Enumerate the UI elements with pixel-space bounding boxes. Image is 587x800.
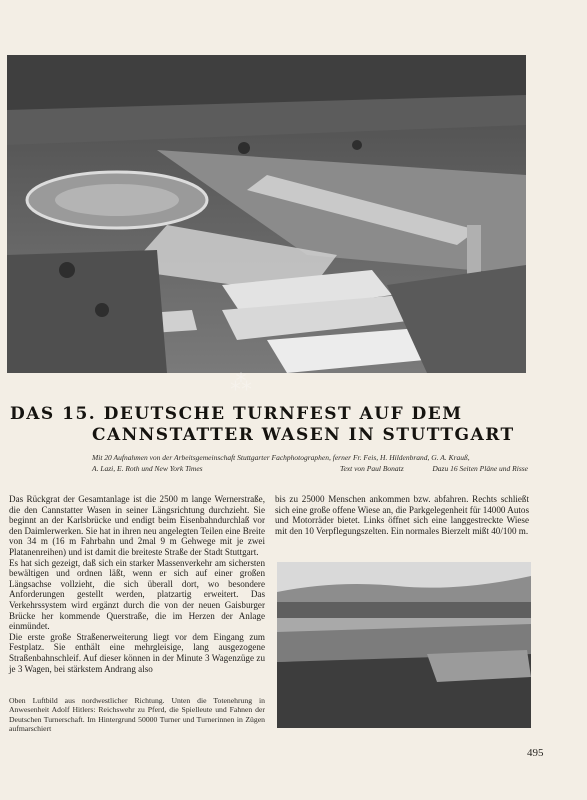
paragraph: Die erste große Straßenerweiterung liegt vor dem Eingang zum Festplatz. Sie enthält eine mehrgleisige, lang ausgezogene Straßenbahnschleif. Auf dieser können in der Minute 3 Wagenzüge zu je 3 Wagen, bei stärkstem Andrang also <box>9 631 265 674</box>
body-column-right <box>275 494 529 536</box>
article-title-line-1: DAS 15. DEUTSCHE TURNFEST AUF DEM <box>10 404 463 424</box>
paragraph: Das Rückgrat der Gesamtanlage ist die 2500 m lange Wernerstraße, die den Cannstatter Wasen in seiner Längsrichtung durchzieht. Sie beginnt an der Karlsbrücke und endigt beim Eisenbahndurchlaß vor den Daimlerwerken. Sie hat in ihren neu angelegten Teilen eine Breite von 34 m (16 m Fahrbahn und 2mal 9 m Gehwege mit je zwei Platanenreihen) und ist damit die breiteste Straße der Stadt Stuttgart. <box>9 494 265 557</box>
ceremony-photo <box>277 562 531 728</box>
photo-caption: Oben Luftbild aus nordwestlicher Richtung. Unten die Totenehrung in Anwesenheit Adolf Hitlers: Reichswehr zu Pferd, die Spielleute und Fahnen der Deutschen Turnerschaft. Im Hintergrund 50000 Turner und Turnerinnen in Zügen aufmarschiert <box>9 696 265 734</box>
paragraph: Es hat sich gezeigt, daß sich ein starker Massenverkehr am sichersten bewältigen und ordnen läßt, wenn er sich auf einer großen Längsachse vollzieht, die sich überall dort, wo besondere Anforderungen gestellt werden, platzartig erweitert. Das Verkehrssystem wird ergänzt durch die von der neuen Gaisburger Brücke her kommende Querstraße, die im Herzen der Anlage einmündet. <box>9 557 265 632</box>
credits-author: Text von Paul Bonatz <box>340 464 404 473</box>
credits-supplement: Dazu 16 Seiten Pläne und Risse <box>432 464 528 473</box>
credits-photographers: A. Lazi, E. Roth und New York Times <box>92 464 203 473</box>
paragraph: bis zu 25000 Menschen ankommen bzw. abfahren. Rechts schließt sich eine große offene Wiese an, die Parkgelegenheit für 14000 Autos und Motorräder bietet. Links öffnet sich eine langgestreckte Wiese mit den 10 Verpflegungszelten. Ein normales Bierzelt mißt 40/100 m. <box>275 494 529 536</box>
watermark: ⁂ <box>230 370 254 395</box>
body-column-left <box>9 494 265 674</box>
page-number: 495 <box>527 747 544 759</box>
photo-credits: Mit 20 Aufnahmen von der Arbeitsgemeinschaft Stuttgarter Fachphotographen, ferner Fr. Feis, H. Hildenbrand, G. A. Krauß, <box>92 453 470 462</box>
aerial-photo <box>7 55 526 373</box>
article-title-line-2: CANNSTATTER WASEN IN STUTTGART <box>92 425 515 445</box>
